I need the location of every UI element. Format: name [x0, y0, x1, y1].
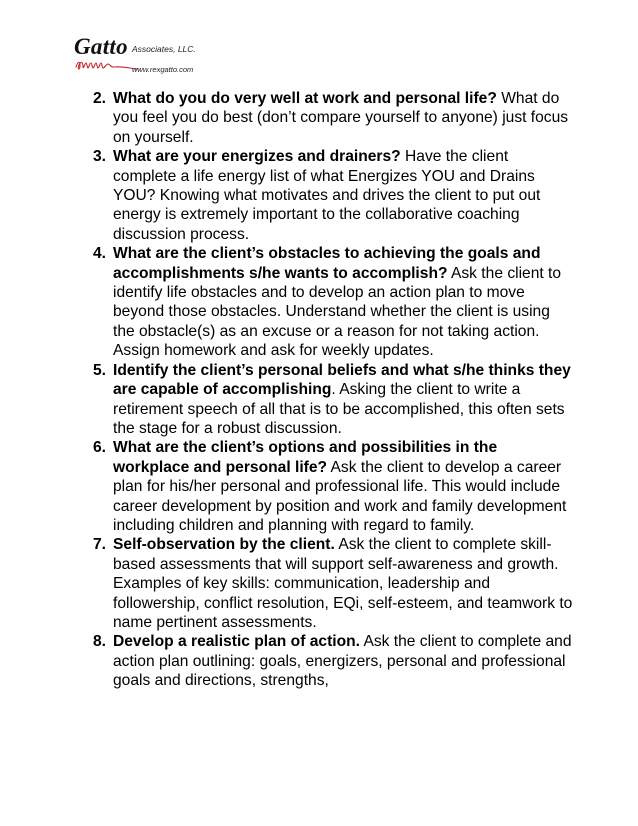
list-item — [93, 147, 573, 244]
company-logo-name: Gatto — [74, 34, 128, 59]
item-heading: What are your energizes and drainers? — [113, 148, 401, 166]
item-number: 3. — [93, 148, 107, 166]
item-number: 7. — [93, 536, 107, 554]
item-heading: Self-observation by the client. — [113, 536, 335, 554]
item-heading: What do you do very well at work and personal life? — [113, 90, 497, 107]
item-heading: What are the client’s options and possibilities in the workplace and personal life? — [113, 439, 498, 476]
item-heading: What are the client’s obstacles to achieving the goals and accomplishments s/he wants to accomplish? — [113, 245, 541, 282]
item-body: Ask the client to complete and action plan outlining: goals, energizers, personal and professional goals and directions, strengths, — [113, 633, 572, 690]
list-item — [93, 438, 573, 535]
item-number: 4. — [93, 245, 107, 263]
item-body: Have the client complete a life energy list of what Energizes YOU and Drains YOU? Knowing what motivates and drives the client to put out energy is extremely important to the collaborative coaching discussion process. — [113, 148, 541, 243]
item-body: Ask the client to identify life obstacles and to develop an action plan to move beyond those obstacles. Understand whether the client is using the obstacle(s) as an excuse or a reason for not taking action. Assign homework and ask for weekly updates. — [113, 264, 562, 360]
signature-icon — [74, 58, 140, 74]
item-number: 2. — [93, 90, 107, 107]
company-website: www.rexgatto.com — [132, 65, 194, 74]
list-item — [93, 361, 573, 439]
item-body: Ask the client to complete skill-based assessments that will support self-awareness and growth. Examples of key skills: communication, leadership and followership, conflict resolution, EQi, self-esteem, and teamwork to name pertinent assessments. — [113, 536, 573, 631]
item-body: Ask the client to develop a career plan for his/her personal and professional life. This would include career development by position and work and family development including children and planning with regard to family. — [113, 458, 567, 534]
list-item — [93, 632, 573, 690]
list-item — [93, 244, 573, 360]
item-heading: Identify the client’s personal beliefs and what s/he thinks they are capable of accomplishing — [113, 361, 571, 399]
list-item — [93, 89, 573, 147]
letterhead — [74, 34, 214, 80]
item-body: What do you feel you do best (don’t compare yourself to anyone) just focus on yourself. — [113, 90, 569, 146]
item-number: 8. — [93, 633, 107, 651]
company-suffix: Associates, LLC. — [132, 44, 196, 54]
list-item — [93, 535, 573, 632]
item-number: 5. — [93, 361, 107, 379]
numbered-list — [93, 89, 573, 691]
item-number: 6. — [93, 439, 107, 457]
item-body: . Asking the client to write a retirement speech of all that is to be accomplished, this often sets the stage for a robust discussion. — [113, 381, 565, 437]
item-heading: Develop a realistic plan of action. — [113, 633, 360, 651]
